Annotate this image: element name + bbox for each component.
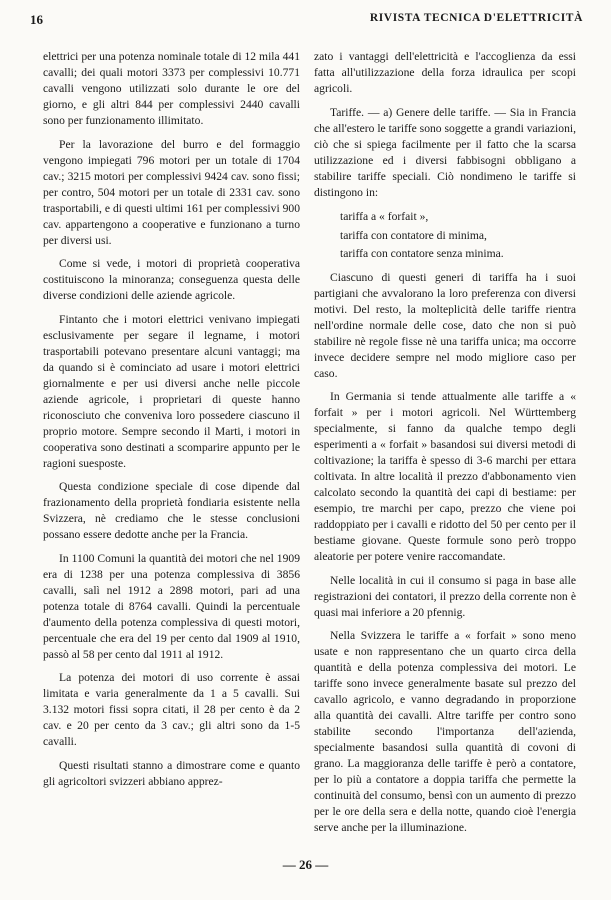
- list-item: tariffa a « forfait »,: [340, 210, 429, 223]
- paragraph: Nella Svizzera le tariffe a « forfait » sono meno usate e non rappresentano che un quarto circa della quantità e della potenza complessiva dei motori. Le tariffe sono invece generalmente basate sul prezzo del cavallo agricolo, e vanno degradando in proporzione alla quantità dei cavalli. Altre tariffe per contro sono stabilite secondo l'importanza dell'azienda, specialmente basandosi sulla quantità di covoni di grano. La maggioranza delle tariffe è però a contatore, per lo più a contatore a doppia tariffa che permette la continuità del consumo, bensì con un aumento di prezzo per le ore della sera e della notte, quando cioè l'energia serve anche per la illuminazione.: [314, 629, 576, 834]
- paragraph: Ciascuno di questi generi di tariffa ha i suoi partigiani che avvalorano la loro preferenza con diversi motivi. Del resto, la molteplicità delle tariffe rientra nell'ordine normale delle cose, dato che non si può stabilire nè regole fisse nè una tariffa unica; ma occorre invece decidere sempre nel modo migliore caso per caso.: [314, 270, 576, 380]
- paragraph: In 1100 Comuni la quantità dei motori che nel 1909 era di 1238 per una potenza complessiva di 3856 cavalli, salì nel 1912 a 2898 motori, pari ad una potenza totale di 8764 cavalli. Quindi la percentuale d'aumento della potenza complessiva di questi motori, percentuale che era del 19 per cento dal 1909 al 1910, passò al 58 per cento dal 1911 al 1912.: [43, 551, 300, 661]
- page-number: 16: [30, 12, 43, 27]
- paragraph: elettrici per una potenza nominale totale di 12 mila 441 cavalli; dei quali motori 3373 per complessivi 10.771 cavalli vengono utilizzati solo durante le ore del giorno, e gli altri 844 per complessivi 2440 cavalli sono per funzionamento illimitato.: [43, 50, 300, 127]
- paragraph: Questi risultati stanno a dimostrare come e quanto gli agricoltori svizzeri abbiano apprez-: [43, 758, 300, 788]
- paragraph: Come si vede, i motori di proprietà cooperativa costituiscono la minoranza; conseguenza questa delle diverse condizioni delle aziende agricole.: [43, 257, 300, 302]
- list-item: tariffa con contatore senza minima.: [340, 247, 504, 260]
- right-column: [314, 49, 576, 844]
- running-title: RIVISTA TECNICA D'ELETTRICITÀ: [369, 12, 583, 24]
- page-header: [0, 0, 611, 48]
- paragraph: Nelle località in cui il consumo si paga in base alle registrazioni dei contatori, il prezzo della corrente non è quasi mai inferiore a 20 pfennig.: [314, 573, 576, 619]
- tariff-types-list: [314, 208, 576, 264]
- left-column: [43, 49, 300, 797]
- paragraph: zato i vantaggi dell'elettricità e l'accoglienza da essi fatta all'utilizzazione della forza idraulica per scopi agricoli.: [314, 50, 576, 95]
- paragraph: In Germania si tende attualmente alle tariffe a « forfait » per i motori agricoli. Nel Württemberg specialmente, si fanno da qualche tempo degli esperimenti a « forfait » basandosi sui diversi metodi di coltivazione; la tariffa è spesso di 3-6 marchi per ettara coltivata. In altre località il prezzo d'abbonamento vien calcolato secondo la quantità dei capi di bestiame: per esempio, tre marchi per capo, prezzo che viene poi raddoppiato per i cavalli e ridotto del 50 per cento per il bestiame giovane. Queste formule sono però troppo aleatorie per potere venire raccomandate.: [314, 390, 576, 563]
- paragraph: Fintanto che i motori elettrici venivano impiegati esclusivamente per segare il legname, i motori trasportabili potevano presentare alcuni vantaggi; ma da quando si è cominciato ad usare i motori elettrici giornalmente e per usi diversi anche nelle piccole aziende agricole, i proprietari di queste hanno riconosciuto che conveniva loro possedere ciascuno il proprio motore. Sempre secondo il Marti, i motori in cooperativa sono destinati a scomparire appunto per le ragioni suesposte.: [43, 312, 300, 470]
- paragraph: Per la lavorazione del burro e del formaggio vengono impiegati 796 motori per un totale di 1704 cav.; 3215 motori per complessivi 9424 cav. sono fissi; per contro, 504 motori per un totale di 2331 cav. sono trasportabili, e di questi ultimi 161 per complessivi 900 cav. appartengono a cooperative e funzionano a turno per diversi usi.: [43, 137, 300, 247]
- footer-page-number: — 26 —: [282, 857, 329, 872]
- list-item: tariffa con contatore di minima,: [340, 228, 487, 242]
- paragraph: Questa condizione speciale di cose dipende dal frazionamento della proprietà fondiaria esistente nella Svizzera, nè crediamo che le stesse conclusioni possano essere dedotte anche per la Francia.: [43, 480, 300, 541]
- paragraph: La potenza dei motori di uso corrente è assai limitata e varia generalmente da 1 a 5 cavalli. Sui 3.132 motori fissi sopra citati, il 28 per cento è da 2 cav. e 20 per cento da 3 cav.; gli altri sono da 1-5 cavalli.: [43, 671, 300, 748]
- tariffs-section-intro: Tariffe. — a) Genere delle tariffe. — Sia in Francia che all'estero le tariffe sono soggette a grandi variazioni, ciò che si spiega facilmente per il fatto che la scarsa utilizzazione ed i diversi fabbisogni obbligano a stabilire tariffe speciali. Ciò nondimeno le tariffe si distingono in:: [314, 105, 576, 199]
